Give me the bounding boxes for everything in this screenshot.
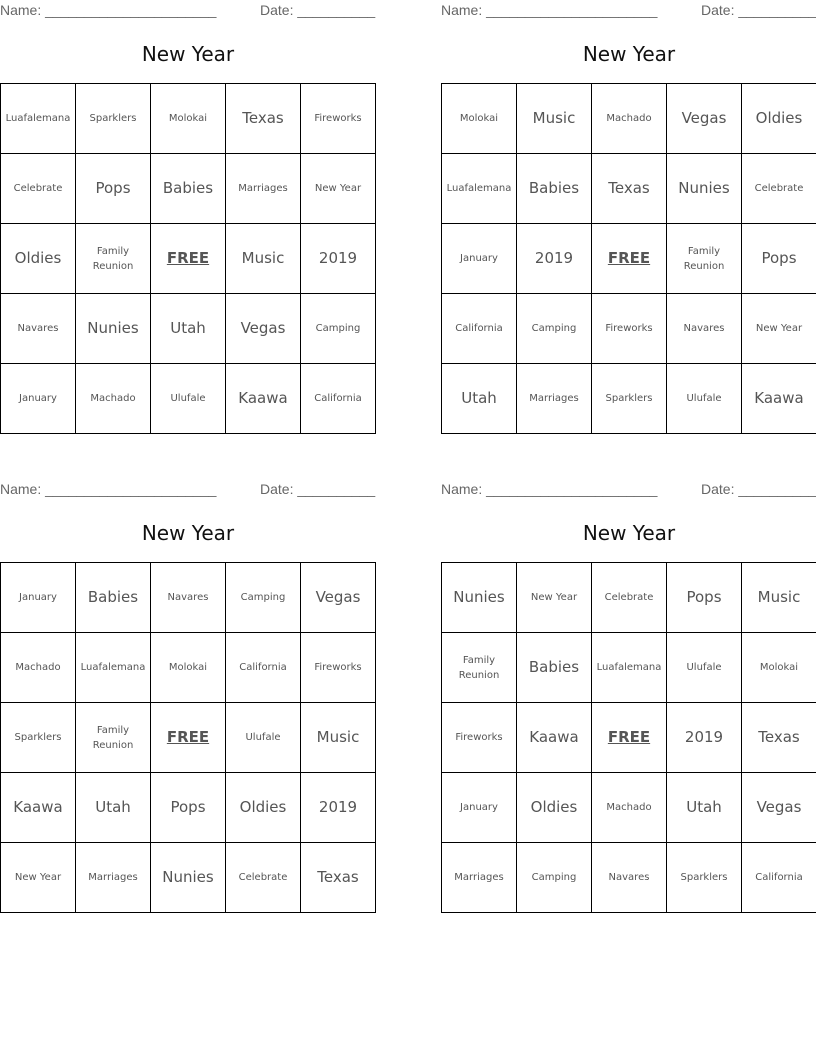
date-field-label: Date: __________ bbox=[260, 481, 376, 497]
bingo-cell: Kaawa bbox=[517, 703, 592, 773]
bingo-cell: Babies bbox=[517, 633, 592, 703]
bingo-cell: New Year bbox=[301, 154, 376, 224]
grid-row bbox=[1, 843, 376, 913]
date-field-label: Date: __________ bbox=[701, 481, 816, 497]
bingo-cell: Ulufale bbox=[226, 703, 301, 773]
bingo-cell: Nunies bbox=[76, 294, 151, 364]
bingo-cell: 2019 bbox=[301, 224, 376, 294]
bingo-cell: Family Reunion bbox=[442, 633, 517, 703]
name-field-label: Name: ______________________ bbox=[0, 481, 217, 497]
bingo-cell: January bbox=[1, 563, 76, 633]
grid-row bbox=[1, 773, 376, 843]
card-title: New Year bbox=[582, 521, 676, 545]
bingo-cell: Vegas bbox=[667, 84, 742, 154]
bingo-cell: California bbox=[442, 294, 517, 364]
grid-row bbox=[442, 364, 816, 434]
bingo-cell: Luafalemana bbox=[76, 633, 151, 703]
bingo-cell: Vegas bbox=[226, 294, 301, 364]
bingo-cell: Celebrate bbox=[592, 563, 667, 633]
bingo-cell: Sparklers bbox=[76, 84, 151, 154]
grid-row bbox=[1, 703, 376, 773]
card-title: New Year bbox=[582, 42, 676, 66]
name-field-label: Name: ______________________ bbox=[441, 481, 658, 497]
bingo-cell: Kaawa bbox=[1, 773, 76, 843]
bingo-cell: Utah bbox=[76, 773, 151, 843]
grid-row bbox=[442, 703, 816, 773]
bingo-cell: Marriages bbox=[442, 843, 517, 913]
bingo-cell: California bbox=[226, 633, 301, 703]
bingo-cell: Nunies bbox=[442, 563, 517, 633]
free-space-cell: FREE bbox=[592, 703, 667, 773]
bingo-cell: Navares bbox=[667, 294, 742, 364]
bingo-cell: Machado bbox=[1, 633, 76, 703]
bingo-cell: Luafalemana bbox=[592, 633, 667, 703]
bingo-cell: Babies bbox=[76, 563, 151, 633]
bingo-cell: Sparklers bbox=[667, 843, 742, 913]
bingo-cell: Vegas bbox=[301, 563, 376, 633]
grid-row bbox=[1, 563, 376, 633]
bingo-cell: Family Reunion bbox=[76, 224, 151, 294]
bingo-cell: Fireworks bbox=[592, 294, 667, 364]
bingo-cell: Luafalemana bbox=[1, 84, 76, 154]
bingo-cell: Machado bbox=[76, 364, 151, 434]
date-field-label: Date: __________ bbox=[701, 2, 816, 18]
bingo-cell: Ulufale bbox=[151, 364, 226, 434]
bingo-cell: January bbox=[442, 224, 517, 294]
bingo-cell: Celebrate bbox=[1, 154, 76, 224]
grid-row bbox=[1, 633, 376, 703]
name-field-label: Name: ______________________ bbox=[0, 2, 217, 18]
bingo-cell: Kaawa bbox=[226, 364, 301, 434]
bingo-cell: Navares bbox=[592, 843, 667, 913]
grid-row bbox=[1, 84, 376, 154]
bingo-cell: Pops bbox=[742, 224, 816, 294]
grid-row bbox=[442, 294, 816, 364]
bingo-cell: Pops bbox=[667, 563, 742, 633]
bingo-cell: Oldies bbox=[1, 224, 76, 294]
bingo-cell: Molokai bbox=[442, 84, 517, 154]
free-space-cell: FREE bbox=[151, 224, 226, 294]
bingo-cell: Nunies bbox=[151, 843, 226, 913]
bingo-cell: 2019 bbox=[667, 703, 742, 773]
card-title: New Year bbox=[141, 42, 235, 66]
bingo-cell: Camping bbox=[517, 294, 592, 364]
grid-row bbox=[1, 364, 376, 434]
bingo-cell: Celebrate bbox=[226, 843, 301, 913]
card-title: New Year bbox=[141, 521, 235, 545]
name-field-label: Name: ______________________ bbox=[441, 2, 658, 18]
bingo-cell: Texas bbox=[226, 84, 301, 154]
bingo-cell: 2019 bbox=[301, 773, 376, 843]
bingo-cell: Utah bbox=[667, 773, 742, 843]
bingo-cell: Celebrate bbox=[742, 154, 816, 224]
bingo-cell: Music bbox=[742, 563, 816, 633]
bingo-cell: Nunies bbox=[667, 154, 742, 224]
bingo-cell: January bbox=[442, 773, 517, 843]
bingo-cell: Marriages bbox=[517, 364, 592, 434]
bingo-cell: Texas bbox=[592, 154, 667, 224]
bingo-cell: January bbox=[1, 364, 76, 434]
bingo-cell: Ulufale bbox=[667, 364, 742, 434]
card-header bbox=[0, 479, 376, 499]
bingo-cell: 2019 bbox=[517, 224, 592, 294]
bingo-grid bbox=[441, 83, 816, 434]
grid-row bbox=[1, 294, 376, 364]
bingo-cell: Camping bbox=[301, 294, 376, 364]
bingo-cell: Camping bbox=[517, 843, 592, 913]
grid-row bbox=[442, 773, 816, 843]
bingo-cell: Marriages bbox=[226, 154, 301, 224]
bingo-cell: Oldies bbox=[226, 773, 301, 843]
bingo-cell: California bbox=[301, 364, 376, 434]
bingo-cell: Ulufale bbox=[667, 633, 742, 703]
bingo-cell: Texas bbox=[742, 703, 816, 773]
bingo-cell: Music bbox=[301, 703, 376, 773]
bingo-cell: Molokai bbox=[151, 633, 226, 703]
grid-row bbox=[1, 154, 376, 224]
free-space-cell: FREE bbox=[151, 703, 226, 773]
bingo-cell: Music bbox=[226, 224, 301, 294]
bingo-cell: Babies bbox=[517, 154, 592, 224]
grid-row bbox=[442, 843, 816, 913]
bingo-cell: Pops bbox=[76, 154, 151, 224]
bingo-cell: Fireworks bbox=[301, 633, 376, 703]
bingo-grid bbox=[0, 562, 376, 913]
bingo-cell: Vegas bbox=[742, 773, 816, 843]
card-header bbox=[441, 0, 816, 20]
bingo-cell: Oldies bbox=[517, 773, 592, 843]
bingo-cell: Fireworks bbox=[442, 703, 517, 773]
free-space-cell: FREE bbox=[592, 224, 667, 294]
bingo-cell: Machado bbox=[592, 773, 667, 843]
bingo-cell: Oldies bbox=[742, 84, 816, 154]
bingo-grid bbox=[441, 562, 816, 913]
bingo-cell: Sparklers bbox=[1, 703, 76, 773]
card-header bbox=[0, 0, 376, 20]
bingo-cell: New Year bbox=[517, 563, 592, 633]
bingo-cell: Sparklers bbox=[592, 364, 667, 434]
bingo-cell: California bbox=[742, 843, 816, 913]
bingo-grid bbox=[0, 83, 376, 434]
bingo-cell: Utah bbox=[442, 364, 517, 434]
date-field-label: Date: __________ bbox=[260, 2, 376, 18]
grid-row bbox=[442, 563, 816, 633]
grid-row bbox=[442, 84, 816, 154]
bingo-cell: Navares bbox=[1, 294, 76, 364]
bingo-cell: Luafalemana bbox=[442, 154, 517, 224]
bingo-cell: Family Reunion bbox=[667, 224, 742, 294]
grid-row bbox=[442, 633, 816, 703]
bingo-cell: New Year bbox=[1, 843, 76, 913]
grid-row bbox=[442, 154, 816, 224]
bingo-cell: Machado bbox=[592, 84, 667, 154]
bingo-cell: Kaawa bbox=[742, 364, 816, 434]
bingo-cell: Utah bbox=[151, 294, 226, 364]
bingo-cell: Camping bbox=[226, 563, 301, 633]
bingo-cell: Molokai bbox=[151, 84, 226, 154]
grid-row bbox=[1, 224, 376, 294]
bingo-cell: New Year bbox=[742, 294, 816, 364]
bingo-cell: Family Reunion bbox=[76, 703, 151, 773]
bingo-cell: Pops bbox=[151, 773, 226, 843]
bingo-cell: Babies bbox=[151, 154, 226, 224]
bingo-cell: Navares bbox=[151, 563, 226, 633]
bingo-cell: Fireworks bbox=[301, 84, 376, 154]
bingo-cell: Texas bbox=[301, 843, 376, 913]
card-header bbox=[441, 479, 816, 499]
bingo-cell: Molokai bbox=[742, 633, 816, 703]
bingo-cell: Marriages bbox=[76, 843, 151, 913]
grid-row bbox=[442, 224, 816, 294]
bingo-cell: Music bbox=[517, 84, 592, 154]
